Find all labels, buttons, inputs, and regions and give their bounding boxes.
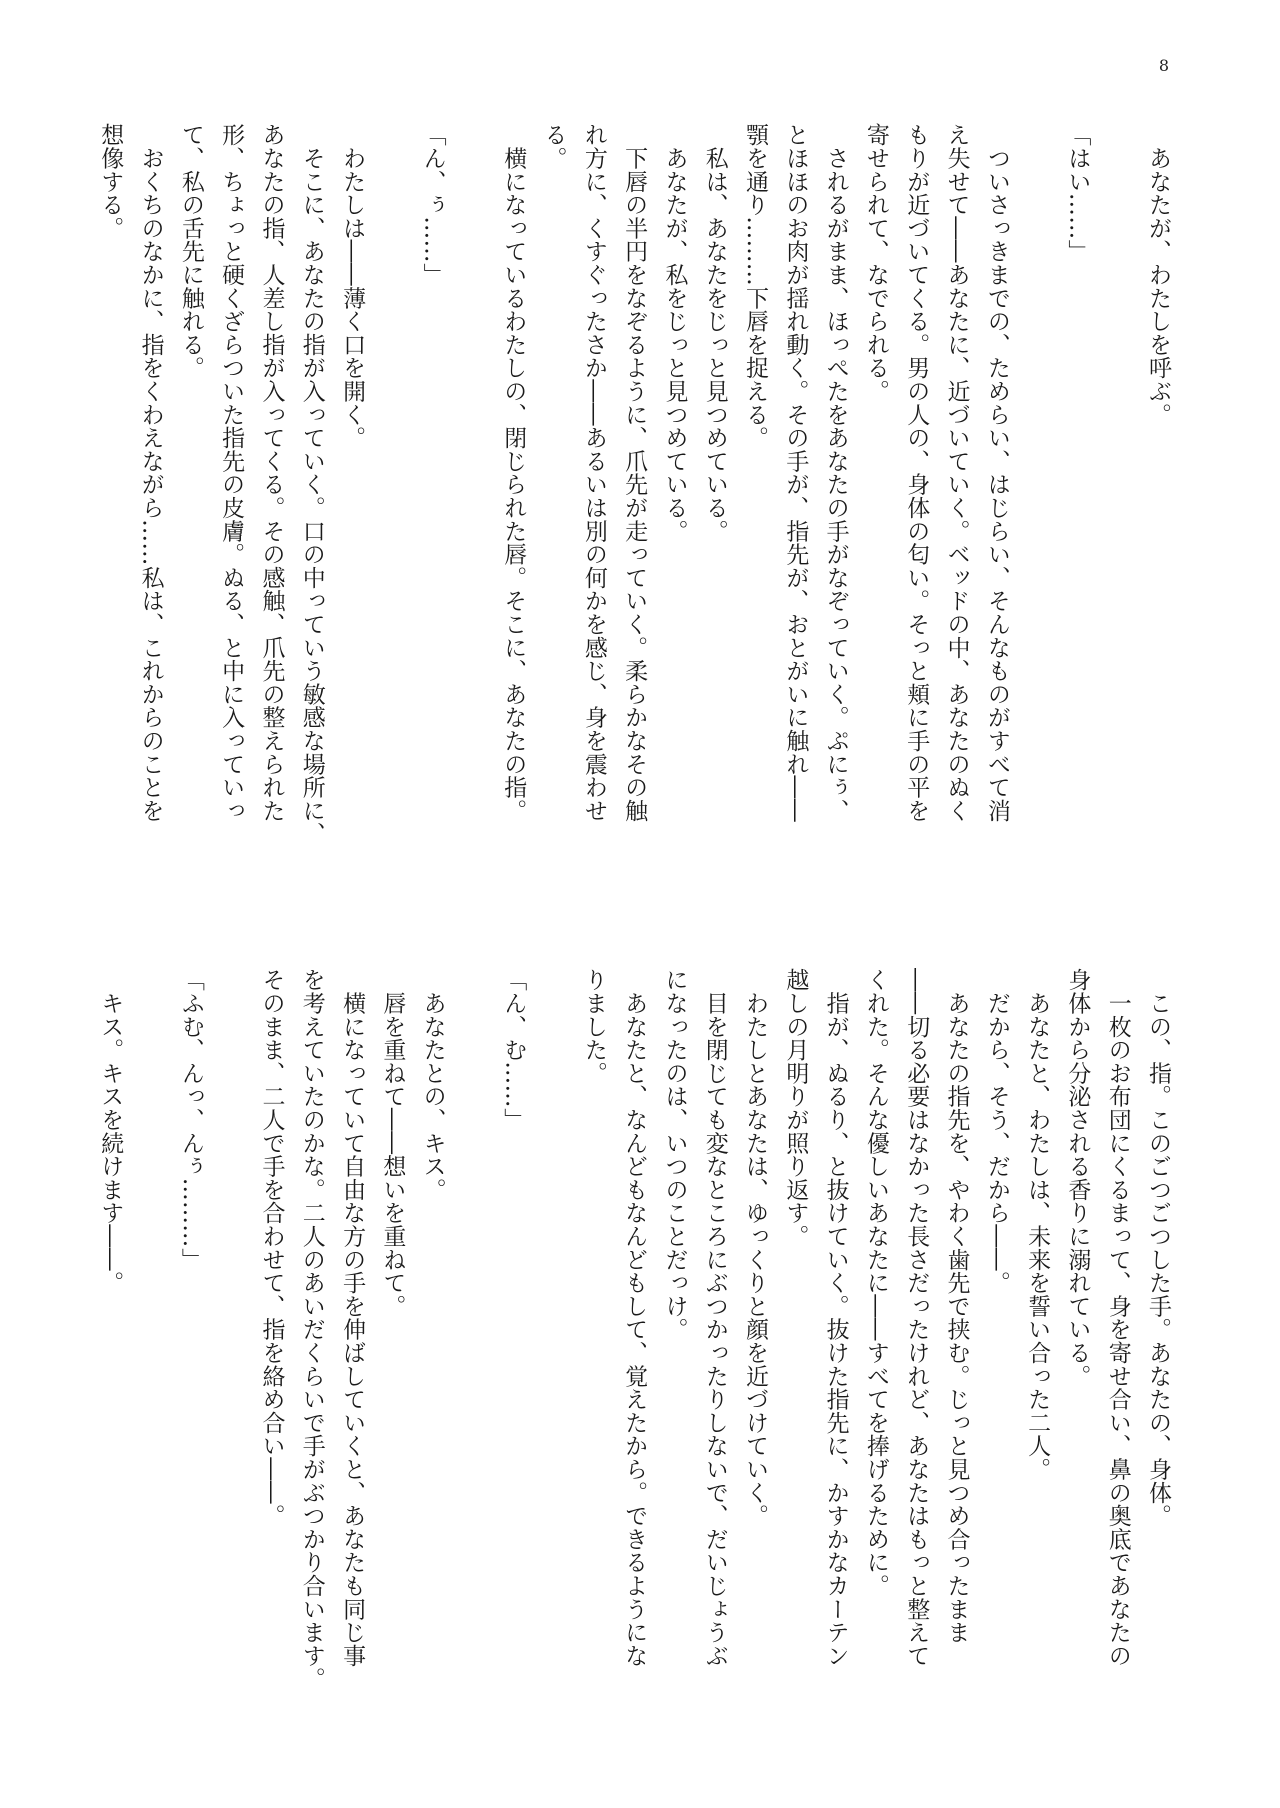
blank-column — [372, 123, 412, 828]
text-column: もりが近づいてくる。男の人の、身体の匂い。そっと頬に手の平を — [903, 123, 930, 822]
text-column: あなたと、なんどもなんどもして、覚えたから。できるようにな — [621, 968, 648, 1667]
text-column: あなたが、わたしを呼ぶ。 — [1145, 123, 1171, 426]
blank-column — [130, 968, 170, 1673]
blank-column — [1097, 123, 1137, 828]
text-column: 身体から分泌される香りに溺れている。 — [1064, 968, 1091, 1388]
text-column: 寄せられて、なでられる。 — [862, 123, 889, 403]
text-column: 横になっているわたしの、閉じられた唇。そこに、あなたの指。 — [500, 123, 527, 822]
text-column: 私は、あなたをじっと見つめている。 — [701, 123, 728, 543]
page-number: 8 — [1158, 56, 1170, 75]
text-column: れ方に、くすぐったさか――あるいは別の何かを感じ、身を震わせ — [580, 123, 607, 822]
text-block-top — [90, 123, 1178, 846]
text-column: ついさっきまでの、ためらい、はじらい、そんなものがすべて消 — [983, 123, 1010, 822]
blank-column — [1017, 123, 1057, 828]
text-column: そのまま、二人で手を合わせて、指を絡め合い――。 — [258, 968, 285, 1528]
text-column: あなたと、わたしは、未来を誓い合った二人。 — [1024, 968, 1051, 1481]
blank-column — [533, 968, 573, 1673]
text-column: 目を閉じても変なところにぶつかったりしないで、だいじょうぶ — [701, 968, 728, 1667]
text-column: くれた。そんな優しいあなたに――すべてを捧げるために。 — [862, 968, 889, 1598]
text-column: 指が、ぬるり、と抜けていく。抜けた指先に、かすかなカーテン — [822, 968, 849, 1667]
dialogue-column: 「ん、む……」 — [500, 968, 527, 1132]
text-column: 一枚のお布団にくるまって、身を寄せ合い、鼻の奥底であなたの — [1104, 968, 1131, 1667]
text-column: 越しの月明りが照り返す。 — [782, 968, 809, 1248]
dialogue-column: 「ん、ぅ……」 — [419, 123, 446, 287]
text-column: とほほのお肉が揺れ動く。その手が、指先が、おとがいに触れ―― — [782, 123, 809, 822]
text-column: あなたの指先を、やわく歯先で挟む。じっと見つめ合ったまま — [943, 968, 970, 1644]
text-column: 唇を重ねて――想いを重ねて。 — [379, 968, 406, 1318]
text-block-bottom — [90, 968, 1178, 1691]
text-column: されるがまま、ほっぺたをあなたの手がなぞっていく。ぷにぅ、 — [822, 123, 849, 822]
text-column: わたしとあなたは、ゆっくりと顔を近づけていく。 — [742, 968, 769, 1528]
text-column: て、私の舌先に触れる。 — [177, 123, 204, 380]
text-column: おくちのなかに、指をくわえながら……私は、これからのことを — [137, 123, 164, 822]
text-column: わたしは――薄く口を開く。 — [339, 123, 366, 450]
blank-column — [453, 123, 493, 828]
text-column: あなたとの、キス。 — [419, 968, 446, 1201]
dialogue-column: 「はい……」 — [1064, 123, 1091, 263]
text-column: る。 — [540, 123, 567, 170]
text-column: だから、そう、だから――。 — [983, 968, 1010, 1295]
text-column: 横になっていて自由な方の手を伸ばしていくと、あなたも同じ事 — [339, 968, 366, 1667]
text-column: りました。 — [580, 968, 607, 1085]
text-column: この、指。このごつごつした手。あなたの、身体。 — [1145, 968, 1171, 1528]
text-column: え失せて――あなたに、近づいていく。ベッドの中、あなたのぬく — [943, 123, 970, 822]
blank-column — [453, 968, 493, 1673]
text-column: そこに、あなたの指が入っていく。口の中っていう敏感な場所に、 — [298, 123, 325, 846]
text-column: 形、ちょっと硬くざらついた指先の皮膚。ぬる、と中に入っていっ — [218, 123, 245, 822]
text-column: 想像する。 — [97, 123, 124, 240]
text-column: 顎を通り………下唇を捉える。 — [742, 123, 769, 450]
text-column: 下唇の半円をなぞるように、爪先が走っていく。柔らかなその触 — [621, 123, 648, 822]
dialogue-column: 「ふむ、んっ、んぅ………」 — [177, 968, 204, 1271]
text-column: あなたが、私をじっと見つめている。 — [661, 123, 688, 543]
text-column: を考えていたのかな。二人のあいだくらいで手がぶつかり合います。 — [298, 968, 325, 1691]
text-column: になったのは、いつのことだっけ。 — [661, 968, 688, 1341]
text-column: あなたの指、人差し指が入ってくる。その感触、爪先の整えられた — [258, 123, 285, 822]
text-column: キス。キスを続けます――。 — [97, 968, 124, 1295]
text-column: ――切る必要はなかった長さだったけれど、あなたはもっと整えて — [903, 968, 930, 1667]
blank-column — [211, 968, 251, 1673]
